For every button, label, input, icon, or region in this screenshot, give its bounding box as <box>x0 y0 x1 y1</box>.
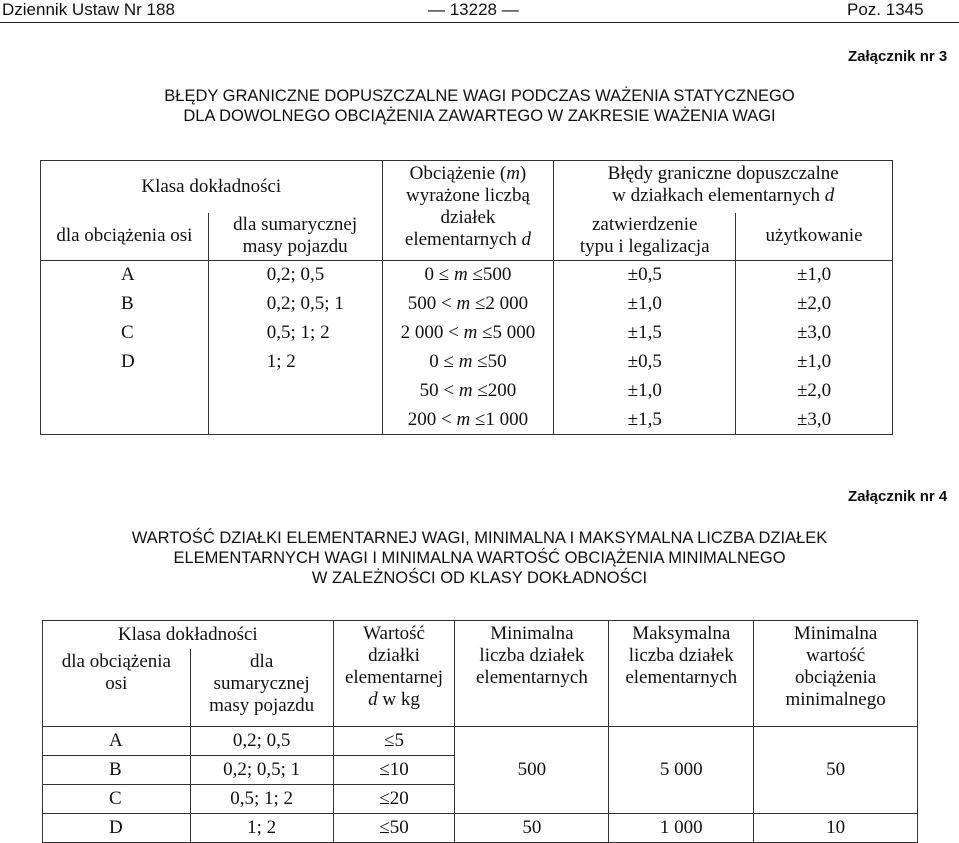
a3-cell-zatw: ±1,0 <box>554 377 736 406</box>
a4-cell-d: ≤10 <box>333 756 455 785</box>
a3-cell-zatw: ±1,5 <box>554 406 736 435</box>
annex-4-title <box>0 528 959 588</box>
a4-cell-min: 500 <box>455 727 609 814</box>
a3-cell-obc: 500 < m ≤2 000 <box>382 290 554 319</box>
header-zatw-1: zatwierdzenie <box>592 214 698 236</box>
header-obc-3: działek <box>440 207 496 228</box>
a4-wart-1: Wartość <box>363 623 425 644</box>
a4-header-klasa: Klasa dokładności <box>43 621 334 649</box>
a3-cell-obc: 50 < m ≤200 <box>382 377 554 406</box>
a4-header-max <box>609 621 754 727</box>
a4-cell-sum: 1; 2 <box>190 814 333 843</box>
header-obciazenie <box>382 161 554 261</box>
a3-cell-obc: 2 000 < m ≤5 000 <box>382 319 554 348</box>
a3-table-row <box>41 348 893 377</box>
header-obc-4: elementarnych d <box>404 229 531 250</box>
a3-cell-osi: A <box>41 261 209 290</box>
annex-3-title <box>0 86 959 126</box>
a4-cell-max: 1 000 <box>609 814 754 843</box>
a4-cell-sum: 0,5; 1; 2 <box>190 785 333 814</box>
annex-3-label: Załącznik nr 3 <box>848 48 948 65</box>
a3-cell-uzyt: ±2,0 <box>736 290 893 319</box>
a4-table-row <box>43 727 918 756</box>
a3-table-row <box>41 319 893 348</box>
page-number: — 13228 — <box>428 0 519 19</box>
journal-title: Dziennik Ustaw Nr 188 <box>2 0 175 19</box>
a3-cell-sum: 0,2; 0,5; 1 <box>208 290 382 319</box>
a3-cell-obc: 200 < m ≤1 000 <box>382 406 554 435</box>
a4-sum-3: masy pojazdu <box>209 694 315 716</box>
a3-cell-sum: 0,2; 0,5 <box>208 261 382 290</box>
a4-header-min-obc <box>754 621 918 727</box>
a4-wart-2: działki <box>368 645 420 666</box>
annex-4-title-line-3: W ZALEŻNOŚCI OD KLASY DOKŁADNOŚCI <box>311 569 648 587</box>
a4-sum-1: dla <box>250 650 274 672</box>
a4-osi-1: dla obciążenia <box>61 650 171 672</box>
a4-wart-3: elementarnej <box>344 667 444 688</box>
a4-cell-mino: 10 <box>754 814 918 843</box>
a4-max-3: elementarnych <box>625 667 738 688</box>
a4-min-1: Minimalna <box>490 623 574 644</box>
a4-cell-max: 5 000 <box>609 727 754 814</box>
a4-max-2: liczba działek <box>628 645 734 666</box>
a4-mino-2: wartość <box>806 645 866 666</box>
a4-min-2: liczba działek <box>479 645 585 666</box>
a3-cell-uzyt: ±1,0 <box>736 261 893 290</box>
a3-cell-zatw: ±0,5 <box>554 348 736 377</box>
header-klasa-label: Klasa dokładności <box>141 175 282 197</box>
a4-header-sum <box>190 649 333 727</box>
a3-table-row <box>41 290 893 319</box>
a4-cell-osi: A <box>43 727 191 756</box>
header-obc-1: Obciążenie (m) <box>409 163 527 184</box>
a3-cell-uzyt: ±3,0 <box>736 319 893 348</box>
a3-cell-obc: 0 ≤ m ≤500 <box>382 261 554 290</box>
annex-4-title-line-2: ELEMENTARNYCH WAGI I MINIMALNA WARTOŚĆ OBCIĄŻENIA MINIMALNEGO <box>173 549 786 567</box>
a3-cell-osi: C <box>41 319 209 348</box>
header-sum-2: masy pojazdu <box>242 236 348 258</box>
a4-cell-d: ≤20 <box>333 785 455 814</box>
a3-cell-uzyt: ±2,0 <box>736 377 893 406</box>
a4-osi-2: osi <box>105 672 128 694</box>
annex-4-label: Załącznik nr 4 <box>848 488 948 505</box>
header-bledy-1: Błędy graniczne dopuszczalne <box>607 163 839 184</box>
a3-cell-obc: 0 ≤ m ≤50 <box>382 348 554 377</box>
annex-4-table <box>42 620 918 843</box>
annex-3-table <box>40 160 893 435</box>
a4-wart-4: d w kg <box>368 689 420 710</box>
header-uzytkowanie: użytkowanie <box>736 213 893 261</box>
a4-mino-4: minimalnego <box>785 689 886 710</box>
a4-cell-mino: 50 <box>754 727 918 814</box>
a4-header-min <box>455 621 609 727</box>
a4-mino-1: Minimalna <box>793 623 878 644</box>
a3-table-row <box>41 406 893 435</box>
annex-3-title-line-1: BŁĘDY GRANICZNE DOPUSZCZALNE WAGI PODCZAS WAŻENIA STATYCZNEGO <box>164 87 795 105</box>
a3-cell-osi: B <box>41 290 209 319</box>
a3-cell-zatw: ±0,5 <box>554 261 736 290</box>
a3-cell-osi <box>41 406 209 435</box>
a4-cell-min: 50 <box>455 814 609 843</box>
a4-header-osi <box>43 649 191 727</box>
a4-min-3: elementarnych <box>475 667 588 688</box>
annex-3-title-line-2: DLA DOWOLNEGO OBCIĄŻENIA ZAWARTEGO W ZAKRESIE WAŻENIA WAGI <box>183 107 776 125</box>
a4-cell-d: ≤50 <box>333 814 455 843</box>
a3-cell-sum: 0,5; 1; 2 <box>208 319 382 348</box>
a3-cell-zatw: ±1,0 <box>554 290 736 319</box>
a3-cell-uzyt: ±1,0 <box>736 348 893 377</box>
header-sumaryczna <box>208 213 382 261</box>
position-number: Poz. 1345 <box>847 0 924 19</box>
a4-cell-osi: C <box>43 785 191 814</box>
a3-cell-sum <box>208 406 382 435</box>
a4-header-wartosc <box>333 621 455 727</box>
a4-sum-2: sumarycznej <box>213 672 310 694</box>
a4-cell-sum: 0,2; 0,5; 1 <box>190 756 333 785</box>
a4-table-row <box>43 814 918 843</box>
header-obc-2: wyrażone liczbą <box>405 185 530 206</box>
a4-max-1: Maksymalna <box>632 623 731 644</box>
a4-cell-osi: D <box>43 814 191 843</box>
a4-cell-d: ≤5 <box>333 727 455 756</box>
a3-table-row <box>41 377 893 406</box>
header-klasa <box>41 161 383 213</box>
a3-cell-uzyt: ±3,0 <box>736 406 893 435</box>
a4-mino-3: obciążenia <box>794 667 877 688</box>
a3-cell-sum <box>208 377 382 406</box>
a4-cell-sum: 0,2; 0,5 <box>190 727 333 756</box>
a3-cell-zatw: ±1,5 <box>554 319 736 348</box>
header-bledy <box>554 161 893 213</box>
header-osi: dla obciążenia osi <box>41 213 209 261</box>
a3-cell-sum: 1; 2 <box>208 348 382 377</box>
a3-cell-osi: D <box>41 348 209 377</box>
a4-cell-osi: B <box>43 756 191 785</box>
header-bledy-2: w działkach elementarnych d <box>612 185 835 206</box>
a3-table-row <box>41 261 893 290</box>
a3-cell-osi <box>41 377 209 406</box>
header-sum-1: dla sumarycznej <box>233 214 358 236</box>
annex-4-title-line-1: WARTOŚĆ DZIAŁKI ELEMENTARNEJ WAGI, MINIMALNA I MAKSYMALNA LICZBA DZIAŁEK <box>131 529 828 547</box>
header-rule <box>0 22 959 23</box>
header-zatwierdzenie <box>554 213 736 261</box>
header-zatw-2: typu i legalizacja <box>579 236 710 258</box>
